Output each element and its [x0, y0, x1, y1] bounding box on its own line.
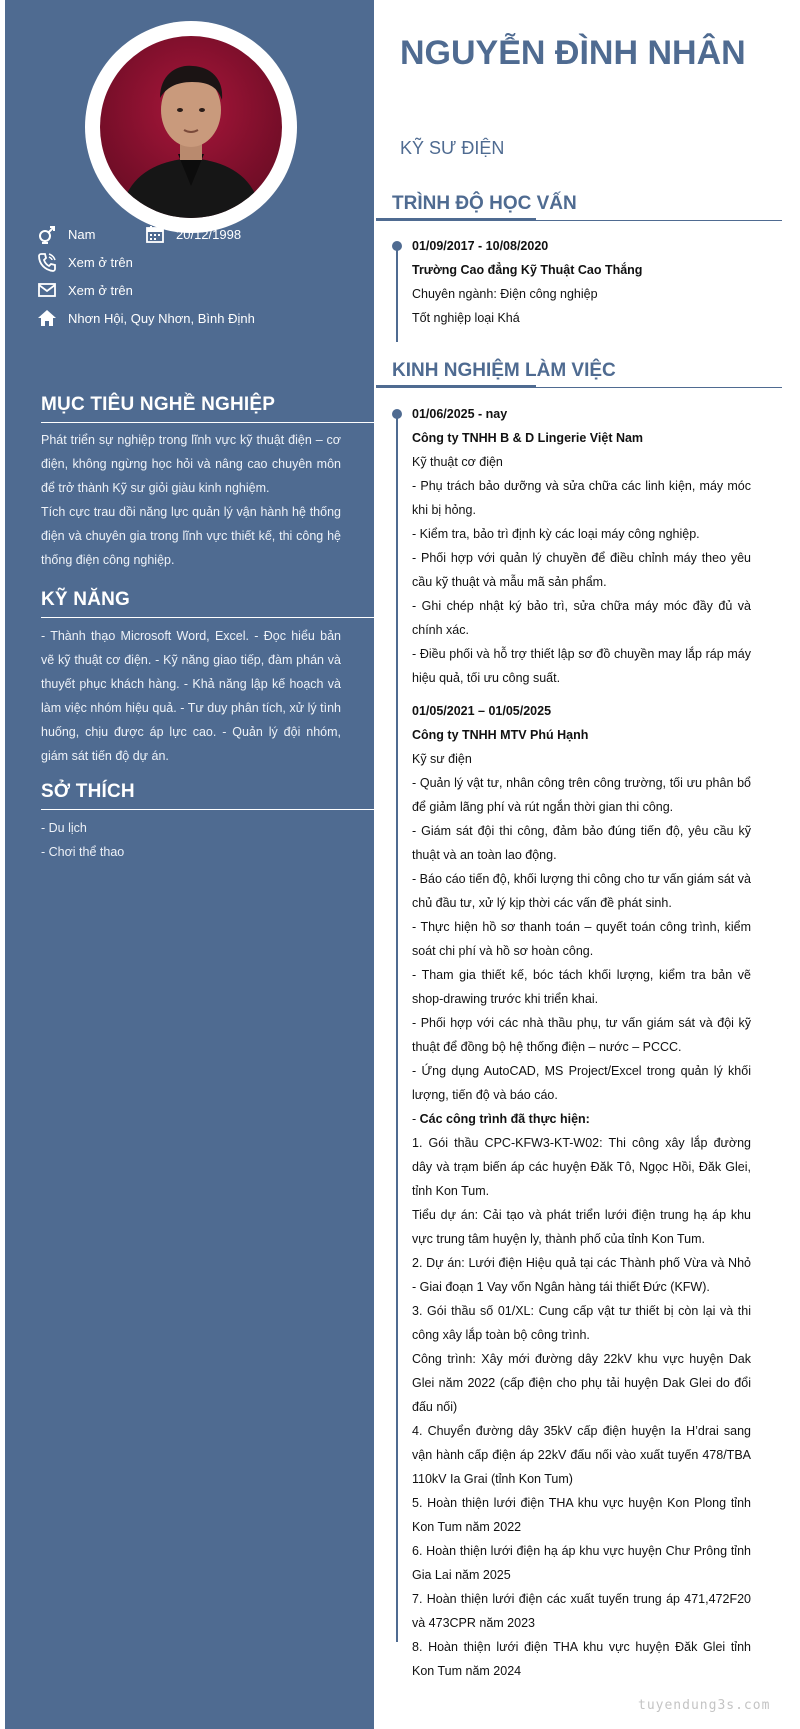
- education-result: Tốt nghiệp loại Khá: [412, 311, 520, 325]
- project-item: 5. Hoàn thiện lưới điện THA khu vực huyện Kon Plong tỉnh Kon Tum năm 2022: [412, 1496, 751, 1534]
- home-icon: [36, 307, 58, 329]
- candidate-name: NGUYỄN ĐÌNH NHÂN: [400, 34, 746, 72]
- projects-prefix: -: [412, 1112, 420, 1126]
- project-item: 6. Hoàn thiện lưới điện hạ áp khu vực huyện Chư Prông tỉnh Gia Lai năm 2025: [412, 1544, 751, 1582]
- education-heading-text: TRÌNH ĐỘ HỌC VẤN: [392, 193, 577, 214]
- gender-row: [36, 223, 95, 245]
- timeline-dot: [392, 409, 402, 419]
- project-item: 2. Dự án: Lưới điện Hiệu quả tại các Thành phố Vừa và Nhỏ - Giai đoạn 1 Vay vốn Ngân hàng tái thiết Đức (KFW).: [412, 1256, 751, 1294]
- project-item: 1. Gói thầu CPC-KFW3-KT-W02: Thi công xây lắp đường dây và trạm biến áp các huyện Đăk Tô, Ngọc Hồi, Đăk Glei, tỉnh Kon Tum.: [412, 1136, 751, 1198]
- job-duty: - Tham gia thiết kế, bóc tách khối lượng, kiểm tra bản vẽ shop-drawing trước khi triển khai.: [412, 968, 751, 1006]
- job-duty: - Phụ trách bảo dưỡng và sửa chữa các linh kiện, máy móc khi bị hỏng.: [412, 479, 751, 517]
- project-item: 3. Gói thầu số 01/XL: Cung cấp vật tư thiết bị còn lại và thi công xây lắp toàn bộ công trình.: [412, 1304, 751, 1342]
- education-timeline: [396, 244, 398, 342]
- hobby-item: - Chơi thể thao: [41, 845, 125, 859]
- job-position: Kỹ sư điện: [412, 752, 472, 766]
- birthday-row: [144, 223, 241, 245]
- skills-text: - Thành thạo Microsoft Word, Excel. - Đọc hiểu bản vẽ kỹ thuật cơ điện. - Kỹ năng giao tiếp, đàm phán và thuyết phục khách hàng. - Khả năng lập kế hoạch và làm việc nhóm hiệu quả. - Tư duy phân tích, xử lý tình huống, chịu được áp lực cao. - Quản lý đội nhóm, giám sát tiến độ dự án.: [41, 629, 341, 763]
- hobbies-heading: SỞ THÍCH: [41, 781, 375, 810]
- heading-accent: [376, 218, 536, 221]
- hobby-item: - Du lịch: [41, 821, 87, 835]
- job-duty: - Ghi chép nhật ký bảo trì, sửa chữa máy móc đầy đủ và chính xác.: [412, 599, 751, 637]
- timeline-dot: [392, 241, 402, 251]
- phone-icon: [36, 251, 58, 273]
- avatar: [100, 36, 282, 218]
- education-entry: [412, 234, 751, 330]
- gender-icon: [36, 223, 58, 245]
- email-row: [36, 279, 133, 301]
- project-item: Tiểu dự án: Cải tạo và phát triển lưới điện trung hạ áp khu vực trung tâm huyện ly, thành phố của tỉnh Kon Tum.: [412, 1208, 751, 1246]
- email-value: Xem ở trên: [68, 282, 133, 298]
- birthday-value: 20/12/1998: [176, 226, 242, 242]
- sidebar: [5, 0, 374, 1729]
- education-major: Chuyên ngành: Điện công nghiệp: [412, 287, 598, 301]
- objective-heading: MỤC TIÊU NGHỀ NGHIỆP: [41, 394, 375, 423]
- job-duty: - Ứng dụng AutoCAD, MS Project/Excel trong quản lý khối lượng, tiến độ và báo cáo.: [412, 1064, 751, 1102]
- gender-value: Nam: [68, 226, 96, 242]
- candidate-role: KỸ SƯ ĐIỆN: [400, 138, 505, 158]
- address-row: [36, 307, 255, 329]
- job-duty: - Phối hợp với quản lý chuyền để điều chỉnh máy theo yêu cầu kỹ thuật và mẫu mã sản phẩm.: [412, 551, 751, 589]
- objective-paragraph-2: Tích cực trau dồi năng lực quản lý vận hành hệ thống điện và chuyên gia trong lĩnh vực thiết kế, thi công hệ thống điện công nghiệp.: [41, 505, 341, 567]
- watermark: tuyendung3s.com: [638, 1698, 771, 1713]
- projects-title: Các công trình đã thực hiện:: [419, 1112, 590, 1126]
- calendar-icon: [144, 223, 166, 245]
- experience-timeline: [396, 412, 398, 1642]
- job-duty: - Điều phối và hỗ trợ thiết lập sơ đồ chuyền may lắp ráp máy hiệu quả, tối ưu công suất.: [412, 647, 751, 685]
- job-period: 01/06/2025 - nay: [412, 407, 508, 421]
- projects-heading: [412, 1107, 751, 1131]
- job-company: Công ty TNHH B & D Lingerie Việt Nam: [412, 431, 644, 445]
- phone-row: [36, 251, 133, 273]
- phone-value: Xem ở trên: [68, 254, 133, 270]
- address-value: Nhơn Hội, Quy Nhơn, Bình Định: [68, 310, 255, 326]
- job-duty: - Phối hợp với các nhà thầu phụ, tư vấn giám sát và đội kỹ thuật để đồng bộ hệ thống điện – nước – PCCC.: [412, 1016, 751, 1054]
- project-item: 7. Hoàn thiện lưới điện các xuất tuyến trung áp 471,472F20 và 473CPR năm 2023: [412, 1592, 751, 1630]
- job-duty: - Kiểm tra, bảo trì định kỳ các loại máy công nghiệp.: [412, 527, 700, 541]
- education-school: Trường Cao đẳng Kỹ Thuật Cao Thắng: [412, 263, 643, 277]
- job-duty: - Giám sát đội thi công, đảm bảo đúng tiến độ, yêu cầu kỹ thuật và an toàn lao động.: [412, 824, 751, 862]
- education-heading: [392, 193, 782, 221]
- project-item: Công trình: Xây mới đường dây 22kV khu vực huyện Dak Glei năm 2022 (cấp điện cho phụ tải huyện Dak Glei do đổi đấu nối): [412, 1352, 751, 1414]
- project-item: 8. Hoàn thiện lưới điện THA khu vực huyện Đăk Glei tỉnh Kon Tum năm 2024: [412, 1640, 751, 1678]
- email-icon: [36, 279, 58, 301]
- skills-heading: KỸ NĂNG: [41, 589, 375, 618]
- education-period: 01/09/2017 - 10/08/2020: [412, 239, 549, 253]
- experience-heading: [392, 360, 782, 388]
- job-duty: - Thực hiện hồ sơ thanh toán – quyết toán công trình, kiểm soát chi phí và hồ sơ hoàn công.: [412, 920, 751, 958]
- job-duty: - Quản lý vật tư, nhân công trên công trường, tối ưu phân bổ để giảm lãng phí và rút ngắn thời gian thi công.: [412, 776, 751, 814]
- job-period: 01/05/2021 – 01/05/2025: [412, 704, 552, 718]
- experience-heading-text: KINH NGHIỆM LÀM VIỆC: [392, 360, 616, 381]
- job-position: Kỹ thuật cơ điện: [412, 455, 503, 469]
- job-entry-2: [412, 699, 751, 1683]
- project-item: 4. Chuyển đường dây 35kV cấp điện huyện Ia H’drai sang vận hành cấp điện áp 22kV đấu nối vào xuất tuyến 478/TBA 110kV Ia Grai (tỉnh Kon Tum): [412, 1424, 751, 1486]
- objective-paragraph-1: Phát triển sự nghiệp trong lĩnh vực kỹ thuật điện – cơ điện, không ngừng học hỏi và nâng cao chuyên môn để trở thành Kỹ sư giỏi giàu kinh nghiệm.: [41, 433, 341, 495]
- job-company: Công ty TNHH MTV Phú Hạnh: [412, 728, 589, 742]
- job-duty: - Báo cáo tiến độ, khối lượng thi công cho tư vấn giám sát và chủ đầu tư, xử lý kịp thời các vấn đề phát sinh.: [412, 872, 751, 910]
- job-entry-1: [412, 402, 751, 690]
- heading-accent: [376, 385, 536, 388]
